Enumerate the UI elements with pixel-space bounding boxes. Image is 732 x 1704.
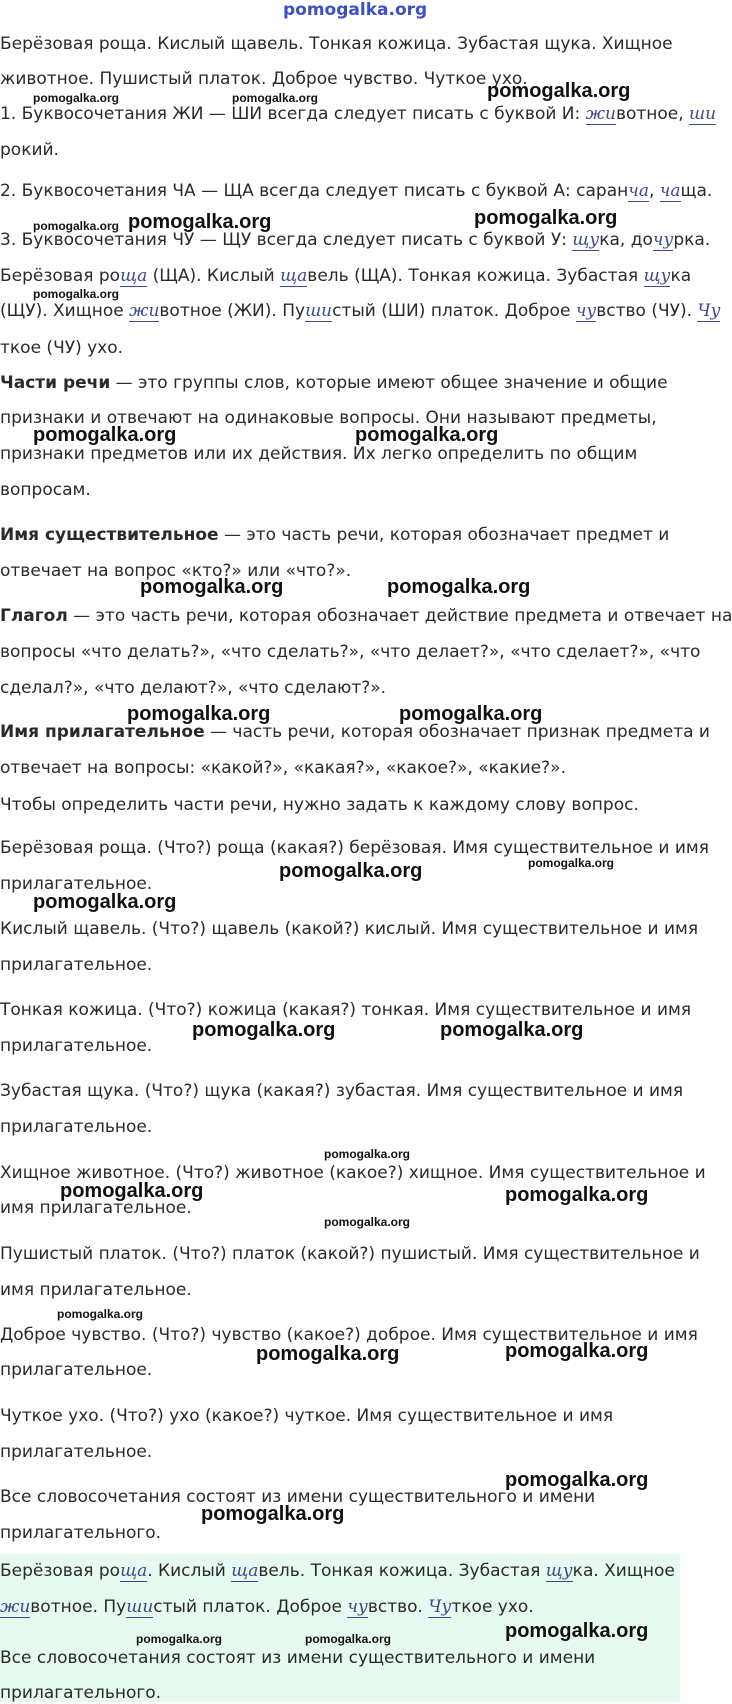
- rule-2: [0, 180, 712, 202]
- analysis-syllable: Чу: [697, 301, 721, 321]
- answer-text: вство.: [367, 1597, 429, 1617]
- example-3-line-1: Тонкая кожица. (Что?) кожица (какая?) тонкая. Имя существительное и имя: [0, 1000, 692, 1020]
- answer-text: Берёзовая ро: [0, 1561, 121, 1581]
- example-7-line-2: прилагательное.: [0, 1360, 153, 1380]
- watermark: pomogalka.org: [279, 860, 423, 882]
- answer-conclusion-2: прилагательного.: [0, 1683, 162, 1703]
- rule-3-syllable-2: чу: [652, 230, 674, 250]
- rule-2-syllable-2: ча: [659, 181, 681, 201]
- example-2-line-2: прилагательное.: [0, 955, 153, 975]
- theory-text: — это часть речи, которая обозначает предмет и: [218, 525, 670, 545]
- answer-text: . Кислый: [147, 1561, 232, 1581]
- watermark: pomogalka.org: [33, 219, 120, 233]
- theory-verb-line-3: сделал?», «что делают?», «что сделают?».: [0, 678, 387, 698]
- answer-conclusion-1: Все словосочетания состоят из имени существительного и имени: [0, 1648, 596, 1668]
- theory-how: Чтобы определить части речи, нужно задать к каждому слову вопрос.: [0, 795, 639, 815]
- example-5-line-2: имя прилагательное.: [0, 1198, 192, 1218]
- watermark: pomogalka.org: [305, 1632, 392, 1646]
- analysis-text: ка: [670, 266, 692, 286]
- rule-3-syllable-1: щу: [572, 230, 600, 250]
- watermark: pomogalka.org: [256, 1343, 400, 1365]
- analysis-line-1: [0, 265, 691, 287]
- watermark: pomogalka.org: [505, 1340, 649, 1362]
- watermark: pomogalka.org: [528, 856, 615, 870]
- rule-1-syllable-1: жи: [585, 104, 616, 124]
- answer-text: вотное. Пу: [30, 1597, 127, 1617]
- theory-parts-line-3: признаки предметов или их действия. Их легко определить по общим: [0, 444, 638, 464]
- conclusion-line-2: прилагательного.: [0, 1523, 162, 1543]
- watermark: pomogalka.org: [399, 703, 543, 725]
- theory-text: — часть речи, которая обозначает признак предмета и: [204, 722, 710, 742]
- analysis-syllable: ща: [280, 266, 308, 286]
- watermark: pomogalka.org: [387, 576, 531, 598]
- term-noun: Имя существительное: [0, 525, 219, 545]
- example-5-line-1: Хищное животное. (Что?) животное (какое?) хищное. Имя существительное и: [0, 1163, 706, 1183]
- example-7-line-1: Доброе чувство. (Что?) чувство (какое?) доброе. Имя существительное и имя: [0, 1325, 698, 1345]
- example-4-line-2: прилагательное.: [0, 1117, 153, 1137]
- rule-1-syllable-2: ши: [689, 104, 717, 124]
- theory-parts-line-2: признаки и отвечают на одинаковые вопросы. Они называют предметы,: [0, 408, 657, 428]
- watermark: pomogalka.org: [232, 91, 319, 105]
- example-6-line-2: имя прилагательное.: [0, 1280, 192, 1300]
- theory-verb-line-2: вопросы «что делать?», «что сделать?», «что делает?», «что сделает?», «что: [0, 642, 701, 662]
- watermark: pomogalka.org: [127, 703, 271, 725]
- answer-line-2: [0, 1596, 534, 1618]
- term-adjective: Имя прилагательное: [0, 722, 205, 742]
- watermark: pomogalka.org: [487, 80, 631, 102]
- rule-1-text: 1. Буквосочетания ЖИ — ШИ всегда следует писать с буквой И:: [0, 104, 586, 124]
- rule-2-text: 2. Буквосочетания ЧА — ЩА всегда следует писать с буквой А: саран: [0, 181, 629, 201]
- theory-text: — это группы слов, которые имеют общее значение и общие: [110, 373, 668, 393]
- watermark: pomogalka.org: [505, 1184, 649, 1206]
- site-header-link[interactable]: pomogalka.org: [283, 0, 428, 20]
- analysis-line-3: ткое (ЧУ) ухо.: [0, 338, 124, 358]
- watermark: pomogalka.org: [33, 424, 177, 446]
- watermark: pomogalka.org: [33, 91, 120, 105]
- analysis-text: (ЩУ). Хищное: [0, 301, 130, 321]
- analysis-text: стый (ШИ) платок. Доброе: [332, 301, 576, 321]
- answer-syllable: ща: [120, 1561, 148, 1581]
- example-4-line-1: Зубастая щука. (Что?) щука (какая?) зубастая. Имя существительное и имя: [0, 1081, 684, 1101]
- example-2-line-1: Кислый щавель. (Что?) щавель (какой?) кислый. Имя существительное и имя: [0, 919, 699, 939]
- example-1-line-1: Берёзовая роща. (Что?) роща (какая?) берёзовая. Имя существительное и имя: [0, 838, 709, 858]
- answer-text: ткое ухо.: [451, 1597, 534, 1617]
- theory-verb-line-1: [0, 605, 732, 627]
- analysis-text: вель (ЩА). Тонкая кожица. Зубастая: [307, 266, 644, 286]
- watermark: pomogalka.org: [440, 1019, 584, 1041]
- answer-syllable: ща: [231, 1561, 259, 1581]
- answer-syllable: щу: [545, 1561, 573, 1581]
- watermark: pomogalka.org: [505, 1469, 649, 1491]
- conclusion-line-1: Все словосочетания состоят из имени существительного и имени: [0, 1487, 596, 1507]
- example-6-line-1: Пушистый платок. (Что?) платок (какой?) пушистый. Имя существительное и: [0, 1244, 700, 1264]
- watermark: pomogalka.org: [324, 1215, 411, 1229]
- theory-parts-line-4: вопросам.: [0, 480, 91, 500]
- rule-1: [0, 103, 716, 125]
- analysis-text: вство (ЧУ).: [596, 301, 698, 321]
- watermark: pomogalka.org: [60, 1180, 204, 1202]
- watermark: pomogalka.org: [201, 1503, 345, 1525]
- watermark: pomogalka.org: [136, 1632, 223, 1646]
- rule-1-continuation: рокий.: [0, 140, 59, 160]
- theory-text: — это часть речи, которая обозначает действие предмета и отвечает на: [67, 606, 732, 626]
- example-1-line-2: прилагательное.: [0, 874, 153, 894]
- analysis-syllable: жи: [129, 301, 160, 321]
- example-3-line-2: прилагательное.: [0, 1036, 153, 1056]
- watermark: pomogalka.org: [57, 1307, 144, 1321]
- rule-2-end: ща.: [680, 181, 713, 201]
- answer-syllable: чу: [347, 1597, 368, 1617]
- analysis-text: вотное (ЖИ). Пу: [159, 301, 306, 321]
- term-verb: Глагол: [0, 606, 68, 626]
- rule-3-text: 3. Буквосочетания ЧУ — ЩУ всегда следует писать с буквой У:: [0, 230, 573, 250]
- analysis-syllable: ща: [120, 266, 148, 286]
- watermark: pomogalka.org: [474, 207, 618, 229]
- watermark: pomogalka.org: [33, 287, 120, 301]
- rule-1-text-2: вотное,: [615, 104, 690, 124]
- analysis-text: (ЩА). Кислый: [147, 266, 281, 286]
- watermark: pomogalka.org: [192, 1019, 336, 1041]
- theory-noun-line-2: отвечает на вопрос «кто?» или «что?».: [0, 561, 352, 581]
- theory-adj-line-1: [0, 721, 710, 743]
- theory-noun-line-1: [0, 524, 669, 546]
- answer-syllable: Чу: [428, 1597, 452, 1617]
- theory-parts-line-1: [0, 372, 668, 394]
- watermark: pomogalka.org: [128, 211, 272, 233]
- rule-2-syllable-1: ча: [628, 181, 649, 201]
- rule-3-end: рка.: [673, 230, 711, 250]
- rule-2-sep: ,: [648, 181, 660, 201]
- term-parts-of-speech: Части речи: [0, 373, 111, 393]
- analysis-syllable: щу: [643, 266, 671, 286]
- answer-syllable: ши: [126, 1597, 154, 1617]
- rule-3-mid: ка, до: [599, 230, 653, 250]
- answer-text: вель. Тонкая кожица. Зубастая: [258, 1561, 546, 1581]
- watermark: pomogalka.org: [140, 576, 284, 598]
- task-line-1: Берёзовая роща. Кислый щавель. Тонкая кожица. Зубастая щука. Хищное: [0, 34, 673, 54]
- watermark: pomogalka.org: [33, 891, 177, 913]
- watermark: pomogalka.org: [324, 1147, 411, 1161]
- analysis-syllable: ши: [305, 301, 333, 321]
- answer-text: стый платок. Доброе: [153, 1597, 348, 1617]
- example-8-line-1: Чуткое ухо. (Что?) ухо (какое?) чуткое. Имя существительное и имя: [0, 1406, 614, 1426]
- example-8-line-2: прилагательное.: [0, 1442, 153, 1462]
- watermark: pomogalka.org: [505, 1620, 649, 1642]
- analysis-text: Берёзовая ро: [0, 266, 121, 286]
- task-line-2: животное. Пушистый платок. Доброе чувство. Чуткое ухо.: [0, 69, 528, 89]
- analysis-syllable: чу: [575, 301, 597, 321]
- watermark: pomogalka.org: [355, 424, 499, 446]
- answer-syllable: жи: [0, 1597, 31, 1617]
- answer-text: ка. Хищное: [572, 1561, 675, 1581]
- theory-adj-line-2: отвечает на вопросы: «какой?», «какая?», «какое?», «какие?».: [0, 758, 566, 778]
- answer-line-1: [0, 1560, 675, 1582]
- analysis-line-2: [0, 300, 720, 322]
